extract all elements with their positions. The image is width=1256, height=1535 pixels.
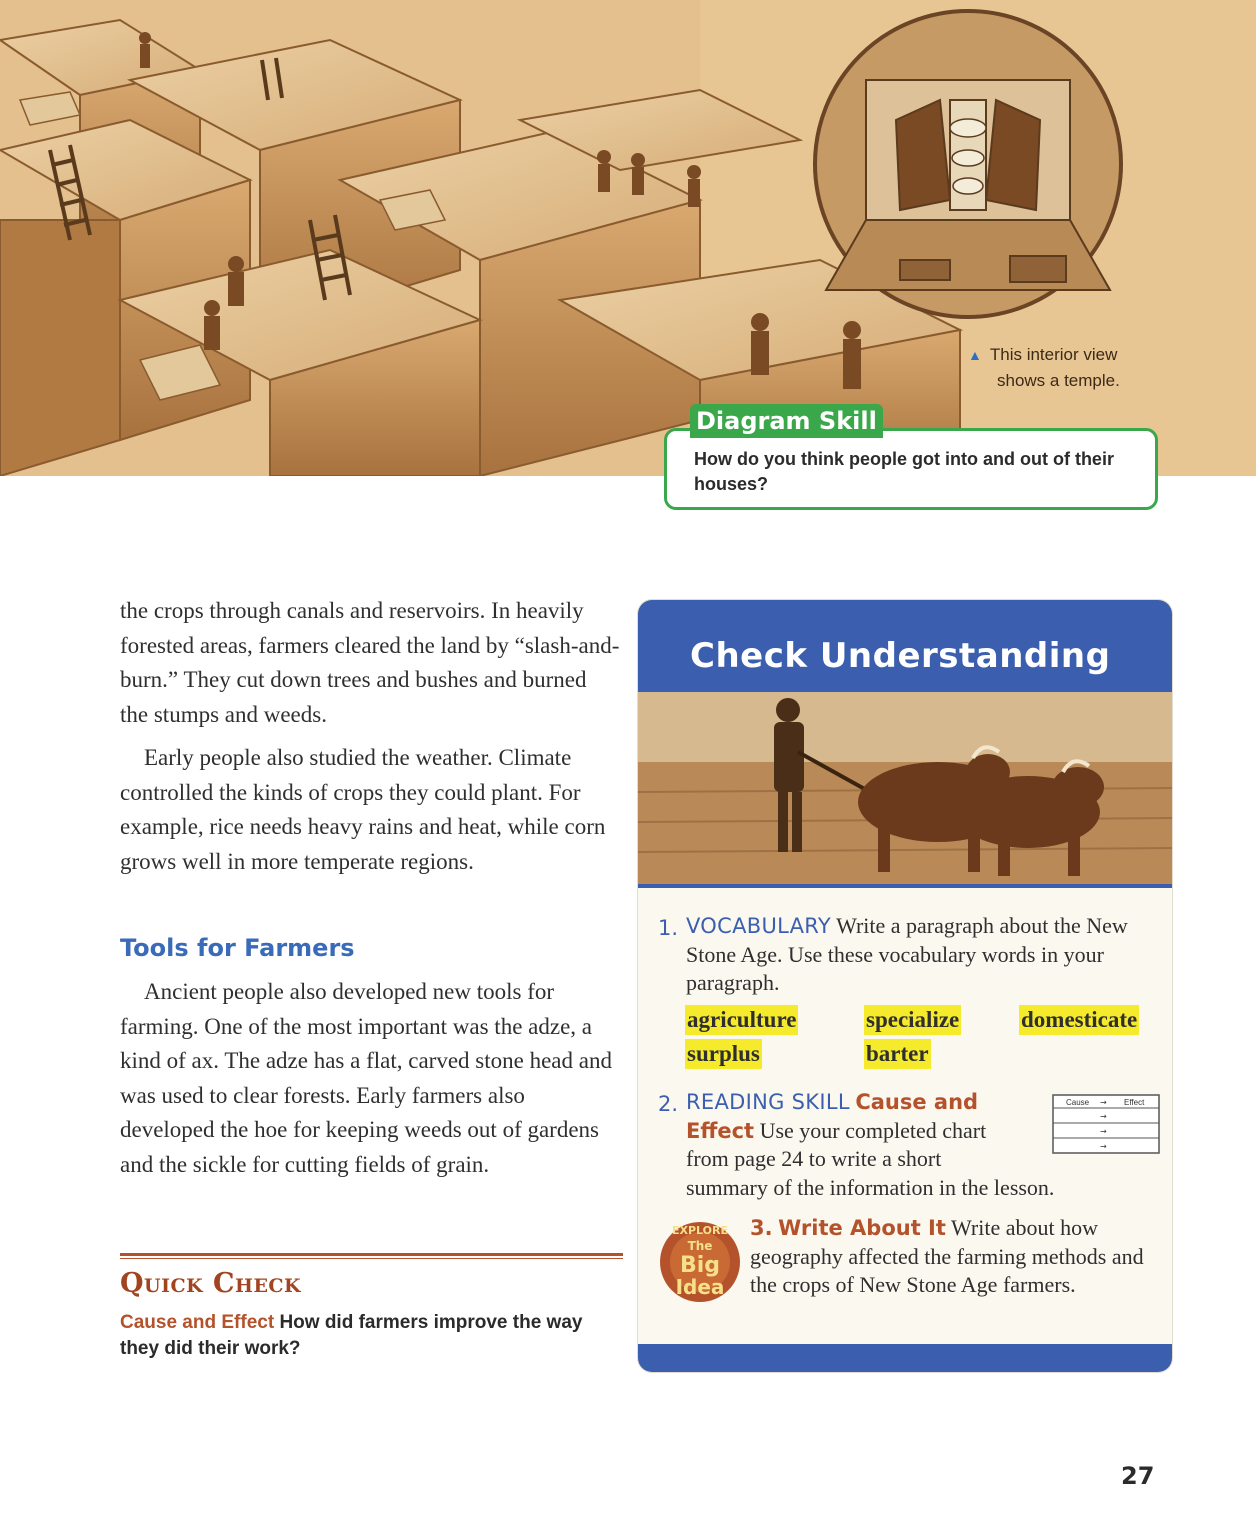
card-footer [638,1344,1172,1372]
q1-heading: VOCABULARY [686,914,831,938]
vocab-word-barter: barter [864,1039,931,1069]
farmer-plowing-photo [638,692,1172,884]
photo-rule [638,884,1172,888]
q1-prompt: Write a paragraph about the New Stone Age. Use these vocabulary words in your paragraph. [686,913,1128,995]
q3-heading: Write About It [778,1216,946,1240]
check-understanding-card [638,600,1172,1372]
q1-number: 1. [658,916,679,940]
body-paragraph-1: the crops through canals and reservoirs. In heavily forested areas, farmers cleared the land by “slash-and-burn.” They cut down trees and bushes and burned the stumps and weeds. [120,598,620,727]
q2-heading-cause: Cause and [855,1090,979,1114]
vocab-word-domesticate: domesticate [1019,1005,1139,1035]
oxen-plow-illustration [638,692,1172,884]
vocab-word-surplus: surplus [685,1039,762,1069]
q2-number: 2. [658,1092,679,1116]
badge-explore: EXPLORE [671,1224,729,1237]
badge-the: The [687,1239,713,1253]
quick-check-rule [120,1253,623,1259]
badge-big: Big [679,1253,721,1278]
card-title: Check Understanding [690,636,1111,676]
village-illustration [0,0,1256,476]
badge-idea: Idea [675,1275,725,1299]
triangle-pointer-icon: ▲ [968,347,982,363]
rooftop-houses-illustration [0,0,1256,476]
cause-effect-chart [1052,1094,1160,1154]
card-header [638,600,1172,692]
chart-cause-label: Cause [1066,1098,1090,1107]
quick-check-question [120,1310,620,1362]
caption-line-1: This interior view [989,345,1118,364]
q3-number: 3. [750,1216,773,1240]
diagram-skill-question: How do you think people got into and out of their houses? [694,449,1114,494]
body-paragraph-3: Ancient people also developed new tools for farming. One of the most important was the adze, a kind of ax. The adze has a flat, carved stone head and was used to clear forests. Early farmers also developed the hoe for keeping weeds out of gardens and the sickle for cutting fields of grain. [120,979,612,1177]
q2-heading: READING SKILL [686,1090,850,1114]
q3-prompt: Write about how geography affected the farming methods and the crops of New Stone Age farmers. [750,1215,1144,1297]
arrow-icon: → [1100,1127,1107,1136]
q3-text [750,1214,1160,1300]
caption-line-2: shows a temple. [997,371,1120,390]
arrow-icon: → [1100,1112,1107,1121]
body-paragraph-2: Early people also studied the weather. Climate controlled the kinds of crops they could plant. For example, rice needs heavy rains and heat, while corn grows well in more temperate regions. [120,745,606,874]
q2-heading-effect: Effect [686,1118,755,1143]
interior-caption [968,342,1138,394]
q1-text [686,912,1156,998]
vocab-word-agriculture: agriculture [685,1005,798,1035]
q2-prompt-1: Use your completed chart [759,1117,987,1143]
page-number: 27 [1121,1462,1155,1490]
quick-check-question-text: How did farmers improve the way they did their work? [120,1312,583,1359]
section-heading-tools: Tools for Farmers [120,934,355,962]
q2-text [686,1088,1056,1202]
arrow-icon: → [1100,1098,1107,1107]
diagram-skill-title: Diagram Skill [690,404,883,438]
q2-prompt-3: summary of the information in the lesson. [686,1174,1055,1200]
arrow-icon: → [1100,1142,1107,1151]
explore-big-idea-badge [658,1212,742,1312]
quick-check-title: Quick Check [120,1268,302,1299]
chart-effect-label: Effect [1124,1098,1145,1107]
vocab-word-specialize: specialize [864,1005,961,1035]
q2-prompt-2: from page 24 to write a short [686,1146,942,1171]
quick-check-label: Cause and Effect [120,1312,275,1333]
